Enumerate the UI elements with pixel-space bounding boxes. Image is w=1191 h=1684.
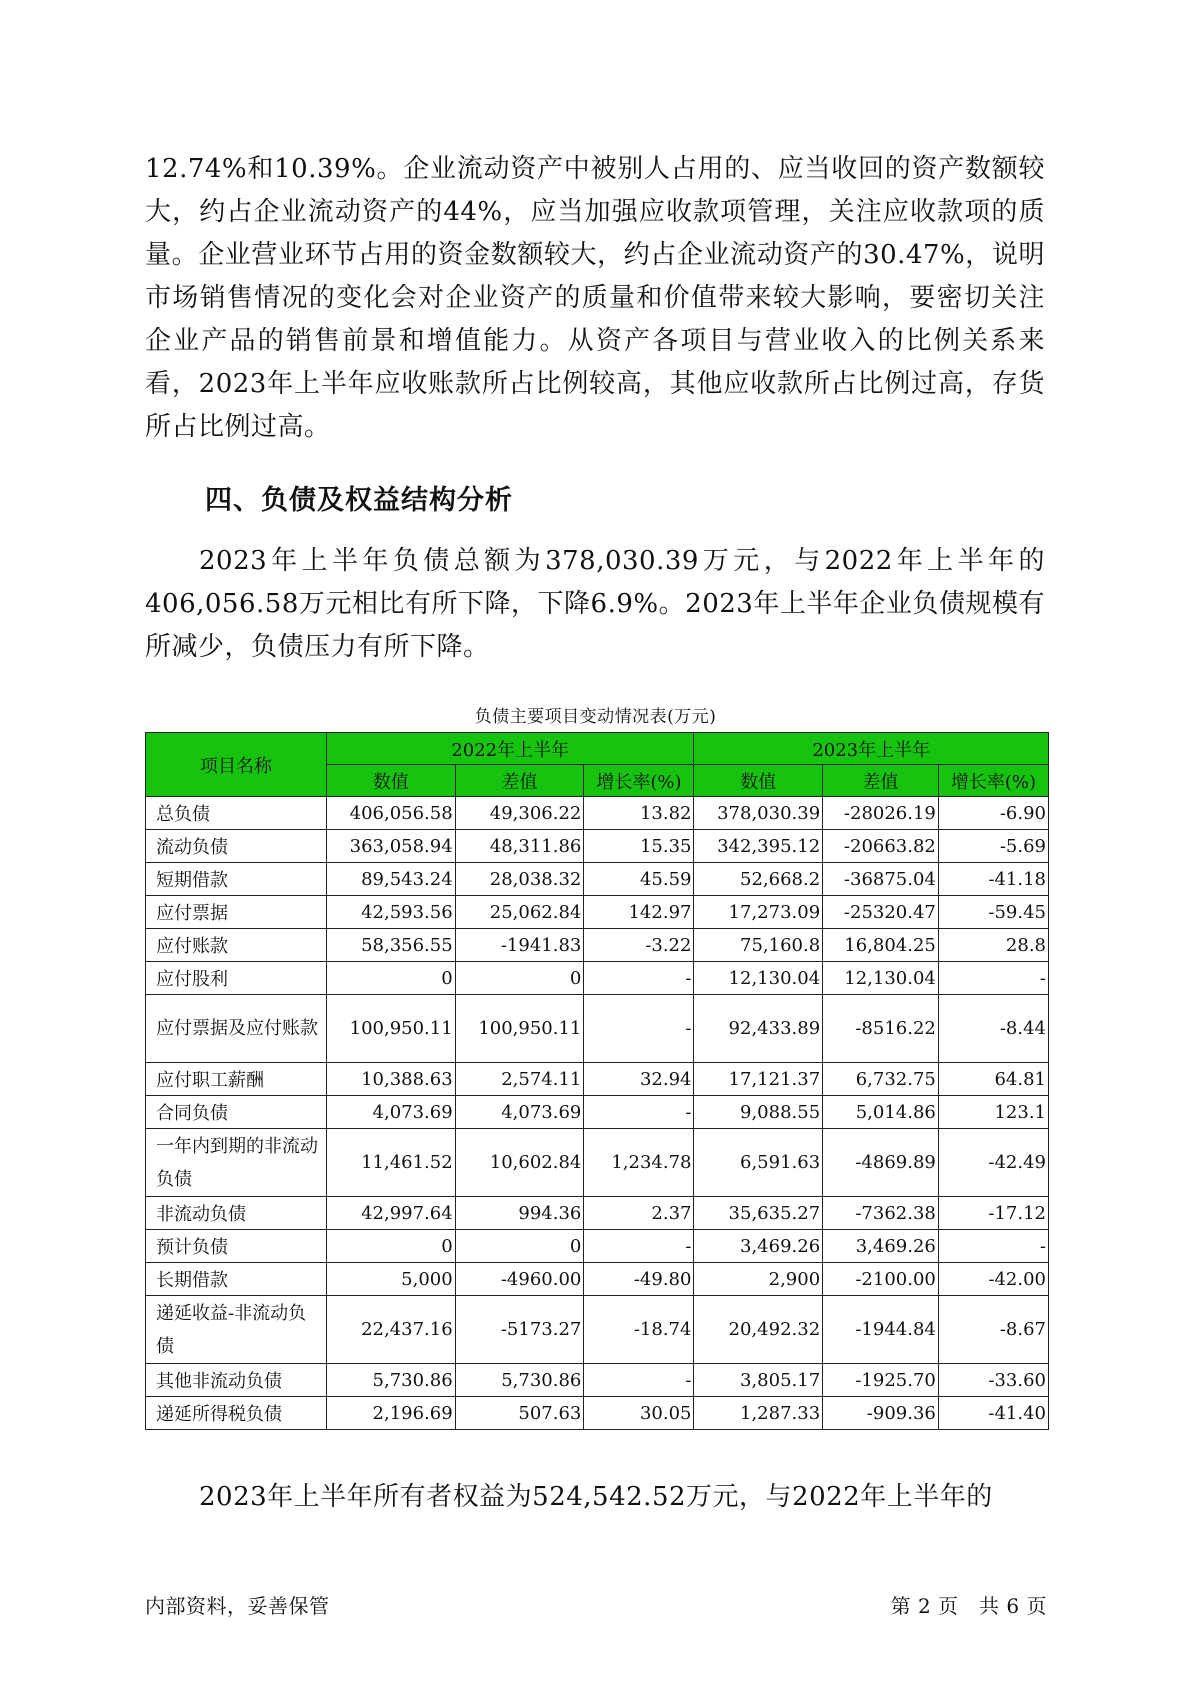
table-row bbox=[146, 1263, 1049, 1296]
row-label: 一年内到期的非流动负债 bbox=[146, 1129, 327, 1197]
cell-growth-2023: -41.40 bbox=[938, 1397, 1048, 1430]
table-row bbox=[146, 1197, 1049, 1230]
cell-value-2022: 22,437.16 bbox=[327, 1296, 456, 1364]
cell-diff-2022: -4960.00 bbox=[455, 1263, 584, 1296]
cell-value-2022: 42,593.56 bbox=[327, 896, 456, 929]
cell-diff-2022: 100,950.11 bbox=[455, 995, 584, 1063]
cell-diff-2023: -1925.70 bbox=[823, 1364, 939, 1397]
table-row bbox=[146, 962, 1049, 995]
cell-growth-2023: - bbox=[938, 962, 1048, 995]
cell-growth-2023: 123.1 bbox=[938, 1096, 1048, 1129]
row-label: 应付职工薪酬 bbox=[146, 1063, 327, 1096]
debt-change-table bbox=[145, 732, 1049, 1430]
paragraph-debt-summary: 2023年上半年负债总额为378,030.39万元，与2022年上半年的406,056.58万元相比有所下降，下降6.9%。2023年上半年企业负债规模有所减少，负债压力有所下降。 bbox=[145, 546, 1045, 662]
row-label: 总负债 bbox=[146, 797, 327, 830]
cell-diff-2023: 6,732.75 bbox=[823, 1063, 939, 1096]
cell-value-2022: 10,388.63 bbox=[327, 1063, 456, 1096]
cell-diff-2022: 507.63 bbox=[455, 1397, 584, 1430]
header-growth-2023: 增长率(%) bbox=[938, 765, 1048, 797]
cell-growth-2023: -5.69 bbox=[938, 830, 1048, 863]
cell-growth-2022: 1,234.78 bbox=[584, 1129, 694, 1197]
cell-value-2023: 75,160.8 bbox=[694, 929, 823, 962]
cell-growth-2022: - bbox=[584, 962, 694, 995]
cell-value-2023: 1,287.33 bbox=[694, 1397, 823, 1430]
cell-growth-2023: -17.12 bbox=[938, 1197, 1048, 1230]
cell-value-2022: 5,730.86 bbox=[327, 1364, 456, 1397]
row-label: 流动负债 bbox=[146, 830, 327, 863]
header-period-2022: 2022年上半年 bbox=[327, 733, 694, 765]
cell-diff-2022: 10,602.84 bbox=[455, 1129, 584, 1197]
cell-value-2022: 0 bbox=[327, 962, 456, 995]
cell-diff-2023: -7362.38 bbox=[823, 1197, 939, 1230]
cell-growth-2022: 2.37 bbox=[584, 1197, 694, 1230]
row-label: 应付票据 bbox=[146, 896, 327, 929]
cell-diff-2022: -5173.27 bbox=[455, 1296, 584, 1364]
table-caption: 负债主要项目变动情况表(万元) bbox=[474, 707, 717, 727]
cell-growth-2023: -8.44 bbox=[938, 995, 1048, 1063]
cell-growth-2022: -3.22 bbox=[584, 929, 694, 962]
footer-confidential-note: 内部资料，妥善保管 bbox=[145, 1594, 330, 1618]
paragraph-equity-summary: 2023年上半年所有者权益为524,542.52万元，与2022年上半年的 bbox=[199, 1482, 993, 1512]
cell-growth-2023: 64.81 bbox=[938, 1063, 1048, 1096]
cell-growth-2022: - bbox=[584, 995, 694, 1063]
row-label: 长期借款 bbox=[146, 1263, 327, 1296]
cell-diff-2022: 0 bbox=[455, 1230, 584, 1263]
table-row bbox=[146, 1397, 1049, 1430]
cell-value-2022: 58,356.55 bbox=[327, 929, 456, 962]
table-row bbox=[146, 1296, 1049, 1364]
row-label: 其他非流动负债 bbox=[146, 1364, 327, 1397]
row-label: 递延收益-非流动负债 bbox=[146, 1296, 327, 1364]
header-period-2023: 2023年上半年 bbox=[694, 733, 1049, 765]
cell-value-2023: 342,395.12 bbox=[694, 830, 823, 863]
cell-value-2023: 35,635.27 bbox=[694, 1197, 823, 1230]
cell-diff-2023: -4869.89 bbox=[823, 1129, 939, 1197]
row-label: 非流动负债 bbox=[146, 1197, 327, 1230]
header-diff-2023: 差值 bbox=[823, 765, 939, 797]
cell-growth-2023: -8.67 bbox=[938, 1296, 1048, 1364]
cell-growth-2022: - bbox=[584, 1364, 694, 1397]
cell-value-2022: 11,461.52 bbox=[327, 1129, 456, 1197]
table-row bbox=[146, 1129, 1049, 1197]
cell-value-2022: 5,000 bbox=[327, 1263, 456, 1296]
table-row bbox=[146, 797, 1049, 830]
table-body bbox=[146, 797, 1049, 1430]
cell-value-2023: 17,273.09 bbox=[694, 896, 823, 929]
row-label: 递延所得税负债 bbox=[146, 1397, 327, 1430]
table-row bbox=[146, 830, 1049, 863]
cell-growth-2022: 142.97 bbox=[584, 896, 694, 929]
cell-growth-2023: -6.90 bbox=[938, 797, 1048, 830]
table-row bbox=[146, 1364, 1049, 1397]
cell-diff-2022: 25,062.84 bbox=[455, 896, 584, 929]
cell-growth-2022: -49.80 bbox=[584, 1263, 694, 1296]
cell-value-2023: 3,469.26 bbox=[694, 1230, 823, 1263]
header-item-name: 项目名称 bbox=[146, 733, 327, 797]
row-label: 合同负债 bbox=[146, 1096, 327, 1129]
cell-value-2023: 9,088.55 bbox=[694, 1096, 823, 1129]
cell-diff-2023: -36875.04 bbox=[823, 863, 939, 896]
cell-diff-2023: -909.36 bbox=[823, 1397, 939, 1430]
cell-growth-2022: 45.59 bbox=[584, 863, 694, 896]
table-row bbox=[146, 995, 1049, 1063]
cell-diff-2022: 28,038.32 bbox=[455, 863, 584, 896]
row-label: 应付股利 bbox=[146, 962, 327, 995]
cell-growth-2023: 28.8 bbox=[938, 929, 1048, 962]
cell-diff-2022: 49,306.22 bbox=[455, 797, 584, 830]
cell-value-2023: 6,591.63 bbox=[694, 1129, 823, 1197]
cell-diff-2023: -1944.84 bbox=[823, 1296, 939, 1364]
cell-diff-2022: 0 bbox=[455, 962, 584, 995]
cell-diff-2022: -1941.83 bbox=[455, 929, 584, 962]
cell-diff-2023: -2100.00 bbox=[823, 1263, 939, 1296]
header-growth-2022: 增长率(%) bbox=[584, 765, 694, 797]
header-value-2023: 数值 bbox=[694, 765, 823, 797]
row-label: 预计负债 bbox=[146, 1230, 327, 1263]
cell-value-2022: 2,196.69 bbox=[327, 1397, 456, 1430]
cell-diff-2022: 5,730.86 bbox=[455, 1364, 584, 1397]
cell-diff-2022: 48,311.86 bbox=[455, 830, 584, 863]
cell-diff-2023: 16,804.25 bbox=[823, 929, 939, 962]
cell-value-2022: 89,543.24 bbox=[327, 863, 456, 896]
cell-growth-2022: 13.82 bbox=[584, 797, 694, 830]
header-value-2022: 数值 bbox=[327, 765, 456, 797]
cell-growth-2022: 30.05 bbox=[584, 1397, 694, 1430]
cell-value-2023: 52,668.2 bbox=[694, 863, 823, 896]
cell-value-2022: 0 bbox=[327, 1230, 456, 1263]
cell-value-2023: 378,030.39 bbox=[694, 797, 823, 830]
cell-diff-2023: 3,469.26 bbox=[823, 1230, 939, 1263]
cell-value-2023: 92,433.89 bbox=[694, 995, 823, 1063]
cell-diff-2022: 994.36 bbox=[455, 1197, 584, 1230]
row-label: 应付账款 bbox=[146, 929, 327, 962]
paragraph-asset-analysis: 12.74%和10.39%。企业流动资产中被别人占用的、应当收回的资产数额较大，约占企业流动资产的44%，应当加强应收款项管理，关注应收款项的质量。企业营业环节占用的资金数额较大，约占企业流动资产的30.47%，说明市场销售情况的变化会对企业资产的质量和价值带来较大影响，要密切关注企业产品的销售前景和增值能力。从资产各项目与营业收入的比例关系来看，2023年上半年应收账款所占比例较高，其他应收款所占比例过高，存货所占比例过高。 bbox=[145, 154, 1045, 442]
row-label: 短期借款 bbox=[146, 863, 327, 896]
cell-diff-2023: -28026.19 bbox=[823, 797, 939, 830]
cell-growth-2022: - bbox=[584, 1096, 694, 1129]
cell-diff-2023: -25320.47 bbox=[823, 896, 939, 929]
cell-diff-2023: -8516.22 bbox=[823, 995, 939, 1063]
cell-value-2022: 42,997.64 bbox=[327, 1197, 456, 1230]
cell-growth-2022: -18.74 bbox=[584, 1296, 694, 1364]
header-diff-2022: 差值 bbox=[455, 765, 584, 797]
cell-diff-2022: 4,073.69 bbox=[455, 1096, 584, 1129]
table-row bbox=[146, 1230, 1049, 1263]
table-row bbox=[146, 863, 1049, 896]
cell-growth-2022: 15.35 bbox=[584, 830, 694, 863]
cell-growth-2023: -42.49 bbox=[938, 1129, 1048, 1197]
cell-diff-2022: 2,574.11 bbox=[455, 1063, 584, 1096]
cell-value-2023: 20,492.32 bbox=[694, 1296, 823, 1364]
cell-value-2023: 3,805.17 bbox=[694, 1364, 823, 1397]
table-row bbox=[146, 929, 1049, 962]
cell-growth-2022: 32.94 bbox=[584, 1063, 694, 1096]
cell-growth-2023: -59.45 bbox=[938, 896, 1048, 929]
table-row bbox=[146, 896, 1049, 929]
cell-value-2022: 363,058.94 bbox=[327, 830, 456, 863]
cell-growth-2023: -33.60 bbox=[938, 1364, 1048, 1397]
cell-growth-2023: -41.18 bbox=[938, 863, 1048, 896]
row-label: 应付票据及应付账款 bbox=[146, 995, 327, 1063]
cell-growth-2023: -42.00 bbox=[938, 1263, 1048, 1296]
cell-value-2022: 406,056.58 bbox=[327, 797, 456, 830]
footer-page-number: 第 2 页 共 6 页 bbox=[890, 1594, 1047, 1618]
cell-diff-2023: 12,130.04 bbox=[823, 962, 939, 995]
cell-value-2022: 100,950.11 bbox=[327, 995, 456, 1063]
section-heading: 四、负债及权益结构分析 bbox=[205, 485, 513, 516]
cell-diff-2023: 5,014.86 bbox=[823, 1096, 939, 1129]
cell-value-2023: 17,121.37 bbox=[694, 1063, 823, 1096]
table-row bbox=[146, 1096, 1049, 1129]
cell-growth-2023: - bbox=[938, 1230, 1048, 1263]
cell-value-2023: 2,900 bbox=[694, 1263, 823, 1296]
cell-value-2023: 12,130.04 bbox=[694, 962, 823, 995]
cell-growth-2022: - bbox=[584, 1230, 694, 1263]
cell-diff-2023: -20663.82 bbox=[823, 830, 939, 863]
cell-value-2022: 4,073.69 bbox=[327, 1096, 456, 1129]
table-row bbox=[146, 1063, 1049, 1096]
